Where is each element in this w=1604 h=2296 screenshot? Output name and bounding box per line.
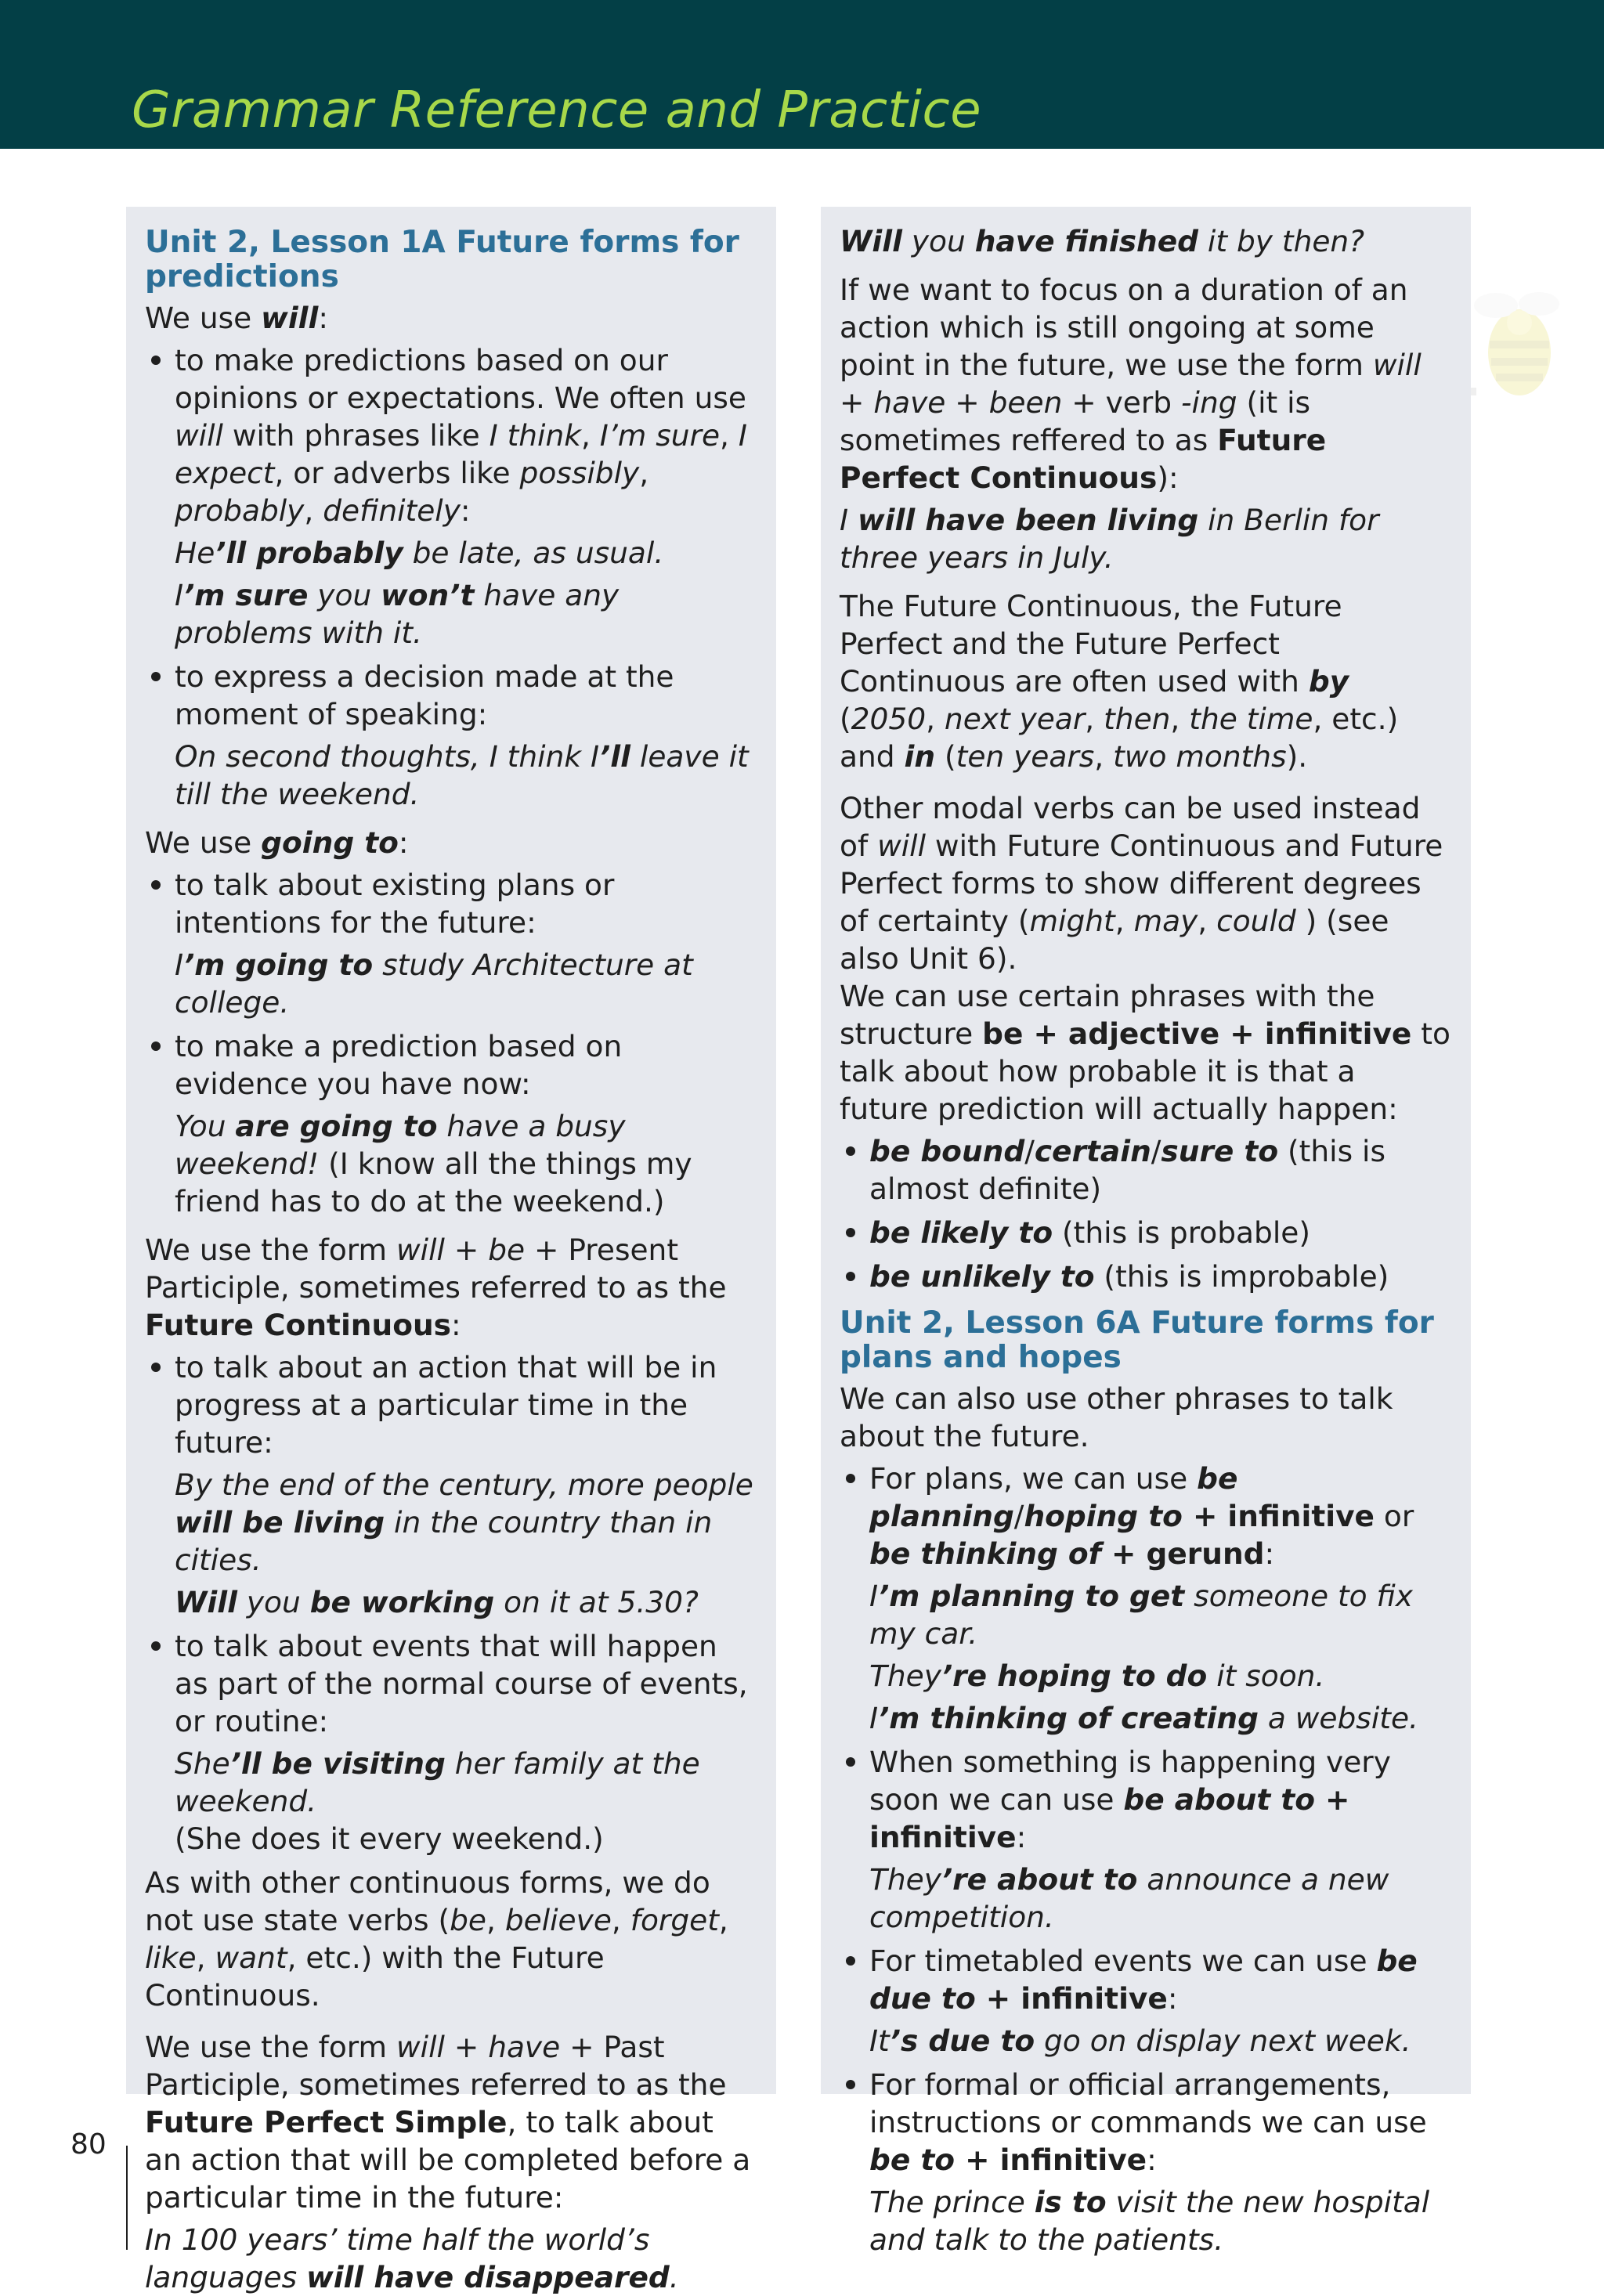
future-perfect-simple-intro: We use the form will + have + Past Participle, sometimes referred to as the Future Perfect Simple, to talk about an action that will be completed before a particular time in the future: (145, 2030, 751, 2215)
by-in-note: The Future Continuous, the Future Perfect and the Future Perfect Continuous are often used with by (2050, next year, then, the time, etc.) and in (ten years, two months). (840, 589, 1399, 774)
example-sentence: You are going to have a busy weekend! (I know all the things my friend has to do at the weekend.) (175, 1109, 692, 1218)
future-perfect-continuous-intro: If we want to focus on a duration of an action which is still ongoing at some point in the future, we use the form will + have + been + verb -ing (it is sometimes reffered to as Future Perfect Continuous): (840, 273, 1422, 495)
example-sentence: I’m sure you won’t have any problems with it. (175, 578, 620, 650)
list-item: to make predictions based on our opinions or expectations. We often use will with phrases like I think, I’m sure, I expect, or adverbs like possibly, probably, definitely: He’ll probably be late, as usual. I’m sure you won’t have any problems with it. (175, 341, 757, 652)
page-header-title: Grammar Reference and Practice (132, 81, 982, 139)
future-continuous-uses-list (145, 1348, 757, 1857)
list-item: to make a prediction based on evidence you have now: You are going to have a busy weekend! (I know all the things my friend has to do at the weekend.) (175, 1027, 757, 1220)
list-item: For formal or official arrangements, instructions or commands we can use be to + infinitive: The prince is to visit the new hospital and talk to the patients. (869, 2066, 1452, 2258)
example-sentence: By the end of the century, more people will be living in the country than in cities. (175, 1467, 753, 1577)
example-sentence: I will have been living in Berlin for three years in July. (840, 503, 1379, 575)
header-bar (0, 0, 1604, 149)
example-sentence: They’re hoping to do it soon. (869, 1659, 1325, 1693)
example-sentence: She’ll be visiting her family at the weekend. (175, 1746, 700, 1818)
example-sentence: It’s due to go on display next week. (869, 2023, 1411, 2058)
list-item: to talk about existing plans or intentions for the future: I’m going to study Architecture at college. (175, 866, 757, 1021)
state-verbs-note: As with other continuous forms, we do not use state verbs (be, believe, forget, like, want, etc.) with the Future Continuous. (145, 1865, 728, 2013)
list-item: be likely to (this is probable) (869, 1214, 1452, 1251)
example-sentence: Will you be working on it at 5.30? (175, 1585, 699, 1619)
lesson-heading-6a: Unit 2, Lesson 6A Future forms for plans and hopes (840, 1305, 1434, 1375)
list-item: to talk about events that will happen as part of the normal course of events, or routine: She’ll be visiting her family at the weekend. (She does it every weekend.) (175, 1627, 757, 1857)
example-sentence: He’ll probably be late, as usual. (175, 536, 664, 570)
example-note: (She does it every weekend.) (175, 1821, 604, 1856)
list-item: be unlikely to (this is improbable) (869, 1258, 1452, 1295)
modal-verbs-note: Other modal verbs can be used instead of will with Future Continuous and Future Perfect forms to show different degrees of certainty (might, may, could ) (see also Unit 6). (840, 791, 1443, 976)
future-continuous-intro: We use the form will + be + Present Participle, sometimes referred to as the Future Continuous: (145, 1233, 727, 1342)
right-column-panel (821, 207, 1471, 2257)
list-item: For timetabled events we can use be due to + infinitive: It’s due to go on display next week. (869, 1942, 1452, 2060)
example-sentence: In 100 years’ time half the world’s languages will have disappeared. (145, 2222, 679, 2294)
example-sentence: On second thoughts, I think I’ll leave it till the weekend. (175, 739, 749, 811)
will-uses-list (145, 341, 757, 813)
example-sentence: They’re about to announce a new competition. (869, 1862, 1389, 1934)
page-number: 80 (70, 2128, 107, 2161)
example-sentence: Will you have finished it by then? (840, 224, 1365, 258)
probability-list (840, 1132, 1452, 1295)
going-to-intro: We use going to: (145, 825, 409, 860)
list-item: When something is happening very soon we can use be about to + infinitive: They’re about to announce a new competition. (869, 1743, 1452, 1936)
list-item: For plans, we can use be planning/hoping to + infinitive or be thinking of + gerund: I’m planning to get someone to fix my car. They’re hoping to do it soon. I’m thinking of creating a website. (869, 1460, 1452, 1737)
list-item: to talk about an action that will be in progress at a particular time in the future: By the end of the century, more people will be living in the country than in cities. Will you be working on it at 5.30? (175, 1348, 757, 1621)
example-sentence: I’m thinking of creating a website. (869, 1701, 1418, 1735)
will-intro: We use will: (145, 301, 329, 335)
example-sentence: The prince is to visit the new hospital and talk to the patients. (869, 2185, 1430, 2257)
structure-note: We can use certain phrases with the structure be + adjective + infinitive to talk about how probable it is that a future prediction will actually happen: (840, 979, 1450, 1126)
example-sentence: I’m planning to get someone to fix my car. (869, 1579, 1413, 1651)
going-to-uses-list (145, 866, 757, 1220)
left-column-panel (126, 207, 776, 2294)
plans-list (840, 1460, 1452, 2258)
page-margin-rule (126, 2146, 128, 2250)
list-item: to express a decision made at the moment of speaking: On second thoughts, I think I’ll leave it till the weekend. (175, 658, 757, 813)
example-sentence: I’m going to study Architecture at college. (175, 948, 693, 1020)
lesson-heading-1a: Unit 2, Lesson 1A Future forms for predictions (145, 225, 739, 294)
plans-intro: We can also use other phrases to talk about the future. (840, 1381, 1393, 1453)
list-item: be bound/certain/sure to (this is almost definite) (869, 1132, 1452, 1208)
